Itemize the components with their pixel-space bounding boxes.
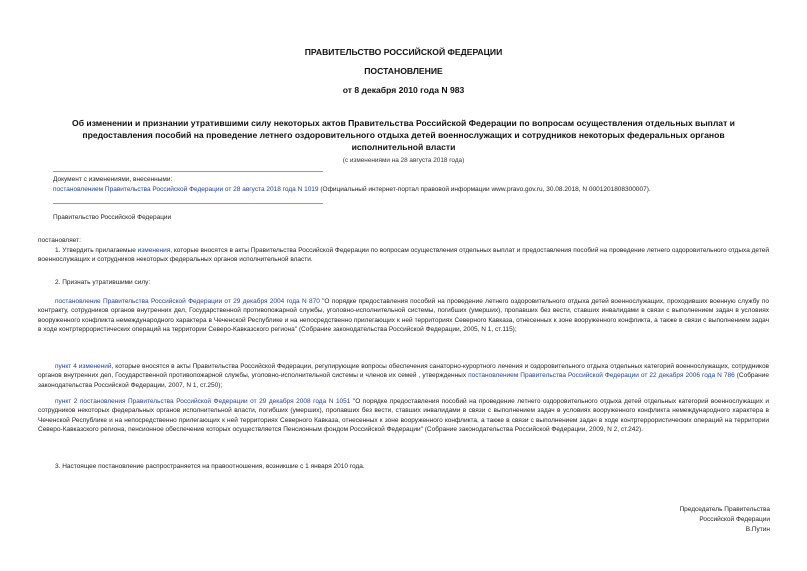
edition-note: (с изменениями на 28 августа 2018 года) bbox=[342, 157, 465, 164]
repeal-item-2-link[interactable]: пункт 4 изменений bbox=[55, 363, 112, 370]
repeal-item-2-text: , которые вносятся в акты Правительства Российской Федерации, регулирующие вопросы обеспечения санаторно-курортного лечения и оздоровительного отдыха отдельных категорий военнослужащих, сотрудников органов внутренних дел, Государственной противопожарной службы, уголовно-исполнительной системы и членов их семей , утвержденных bbox=[38, 363, 770, 380]
government-heading: ПРАВИТЕЛЬСТВО РОССИЙСКОЙ ФЕДЕРАЦИИ bbox=[304, 47, 503, 57]
paragraph-2: 2. Признать утратившими силу: bbox=[55, 279, 151, 286]
divider-bottom bbox=[53, 203, 323, 204]
document-date-number: от 8 декабря 2010 года N 983 bbox=[342, 85, 465, 95]
paragraph-1-start: 1. Утвердить прилагаемые bbox=[55, 247, 138, 254]
document-title: Об изменении и признании утратившими силу некоторых актов Правительства Российской Федерации по вопросам осуществления отдельных выплат и предоставления пособий на проведение летнего оздоровительного отдыха детей военнослужащих и сотрудников некоторых федеральных органов исполнительной власти bbox=[72, 118, 735, 152]
repeal-item-3-link[interactable]: пункт 2 постановления Правительства Российской Федерации от 29 декабря 2008 года N 1051 bbox=[55, 398, 351, 405]
decree-word: постановляет: bbox=[38, 237, 81, 244]
issuer: Правительство Российской Федерации bbox=[53, 214, 172, 221]
signature-title: Председатель Правительства bbox=[679, 506, 770, 513]
repeal-item-1 bbox=[38, 297, 769, 335]
repeal-item-2 bbox=[38, 362, 769, 390]
repeal-item-2-tail: (Собрание законодательства Российской Федерации, 2007, N 1, ст.250); bbox=[38, 372, 769, 389]
amendment-link[interactable]: постановлением Правительства Российской Федерации от 28 августа 2018 года N 1019 bbox=[53, 186, 319, 193]
changes-link[interactable]: изменения bbox=[137, 247, 171, 254]
document-type-heading: ПОСТАНОВЛЕНИЕ bbox=[364, 66, 443, 76]
paragraph-3: 3. Настоящее постановление распространяется на правоотношения, возникшие с 1 января 2010 года. bbox=[55, 463, 365, 470]
signature-name: В.Путин bbox=[745, 526, 770, 533]
repeal-item-1-link[interactable]: постановление Правительства Российской Федерации от 29 декабря 2004 года N 870 bbox=[55, 298, 320, 305]
signature-country: Российской Федерации bbox=[699, 516, 770, 523]
paragraph-1 bbox=[38, 246, 769, 265]
repeal-item-3-text: "О порядке предоставления пособий на проведение летнего оздоровительного отдыха детей отдельных категорий военнослужащих и сотрудников некоторых федеральных органов исполнительной власти, погибших (умерших), пропавших без вести, ставших инвалидами в связи с выполнением задач в условиях вооруженного конфликта немеждународного характера в Чеченской Республике и на непосредственно прилегающих к ней территориях Северного Кавказа, отнесенных к зоне вооруженного конфликта, а также в связи с выполнением задач в ходе контртеррористических операций на территории Северо-Кавказского региона, пенсионное обеспечение которых осуществляется Пенсионным фондом Российской Федерации" (Собрание законодательства Российской Федерации, 2009, N 2, ст.242). bbox=[38, 398, 769, 434]
divider-top bbox=[53, 171, 323, 172]
amendment-source: (Официальный интернет-портал правовой информации www.pravo.gov.ru, 30.08.2018, N 0001201808300007). bbox=[318, 186, 651, 193]
amendments-label: Документ с изменениями, внесенными: bbox=[53, 176, 173, 183]
repeal-item-3 bbox=[38, 397, 769, 435]
repeal-item-2-decree-link[interactable]: постановлением Правительства Российской Федерации от 22 декабря 2006 года N 786 bbox=[468, 372, 735, 380]
paragraph-1-end: , которые вносятся в акты Правительства Российской Федерации по вопросам осуществления отдельных выплат и предоставления пособий на проведение летнего оздоровительного отдыха детей военнослужащих и сотрудников некоторых федеральных органов исполнительной власти. bbox=[38, 247, 769, 264]
repeal-item-1-text: "О порядке предоставления пособий на проведение летнего оздоровительного отдыха детей военнослужащих, проходивших военную службу по контракту, сотрудников органов внутренних дел, Государственной противопожарной службы, уголовно-исполнительной системы, погибших (умерших), пропавших без вести, ставших инвалидами в связи с выполнением задач в условиях вооруженного конфликта немеждународного характера в Чеченской Республике и на непосредственно прилегающих к ней территориях Северного Кавказа, отнесенных к зоне вооруженного конфликта, а также в связи с выполнением задач в ходе контртеррористических операций на территории Северо-Кавказского региона" (Собрание законодательства Российской Федерации, 2005, N 1, ст.115); bbox=[38, 298, 769, 334]
amendments-line bbox=[53, 185, 773, 194]
